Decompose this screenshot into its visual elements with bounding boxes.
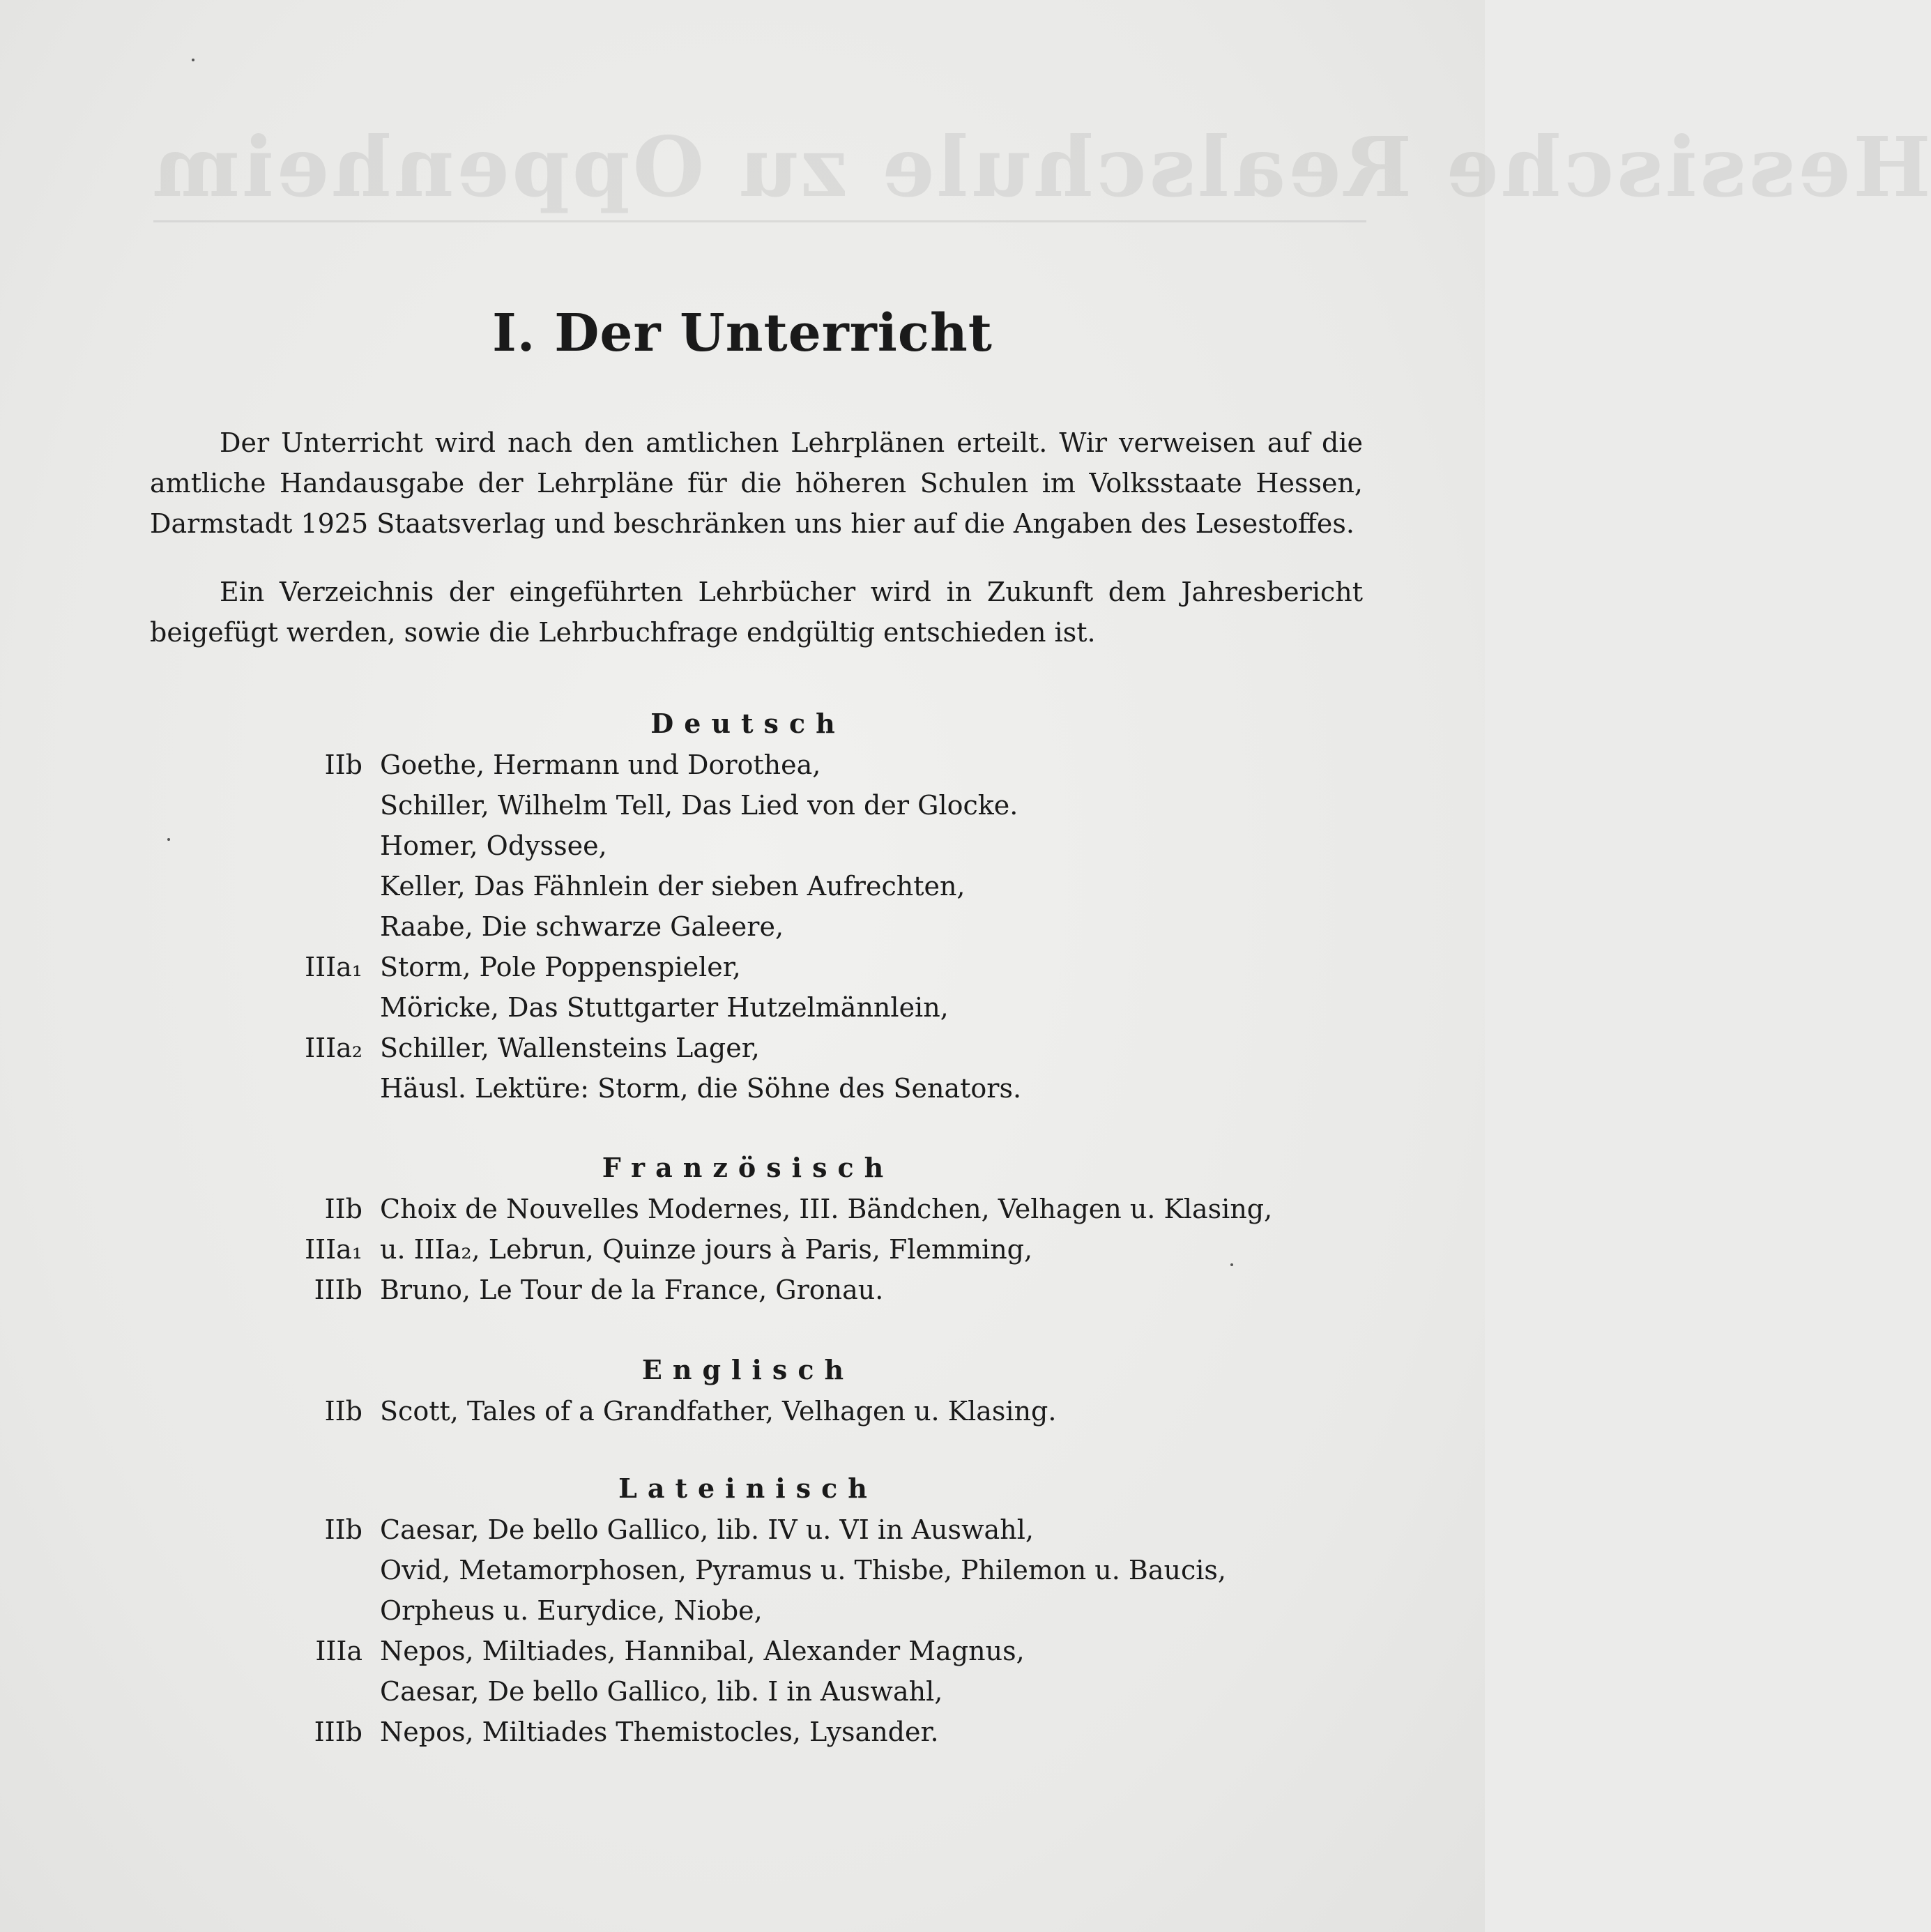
reading-text: Keller, Das Fähnlein der sieben Aufrechten, (380, 871, 966, 902)
reading-row (0, 785, 1485, 826)
grade-label: IIIa₁ (305, 952, 362, 982)
reading-text: Homer, Odyssee, (380, 830, 607, 861)
grade-label: IIb (324, 1396, 362, 1427)
reading-row (0, 745, 1485, 785)
reading-text: Möricke, Das Stuttgarter Hutzelmännlein, (380, 992, 949, 1023)
grade-label: IIb (324, 1514, 362, 1545)
intro-paragraph-1 (150, 423, 1363, 544)
reading-text: Scott, Tales of a Grandfather, Velhagen u. Klasing. (380, 1396, 1057, 1427)
reading-row (0, 1028, 1485, 1068)
reading-text: Häusl. Lektüre: Storm, die Söhne des Senators. (380, 1073, 1022, 1104)
section-franzoesisch (0, 1147, 1485, 1310)
reading-row (0, 1712, 1485, 1752)
section-heading-franzoesisch: Französisch (602, 1152, 894, 1183)
ghost-header-rule (153, 220, 1366, 222)
reading-row (0, 1391, 1485, 1431)
reading-text: Schiller, Wilhelm Tell, Das Lied von der Glocke. (380, 790, 1018, 821)
reading-row (0, 906, 1485, 947)
reading-text: Goethe, Hermann und Dorothea, (380, 750, 821, 780)
reading-text: Nepos, Miltiades, Hannibal, Alexander Magnus, (380, 1636, 1025, 1666)
reading-row (0, 1671, 1485, 1712)
paper-speck (192, 59, 194, 61)
grade-label: IIIb (314, 1275, 362, 1305)
grade-label: IIIa₁ (305, 1234, 362, 1265)
grade-label: IIIb (314, 1717, 362, 1747)
reading-row (0, 866, 1485, 906)
intro-paragraph-2-text: Ein Verzeichnis der eingeführten Lehrbücher wird in Zukunft dem Jahresbericht beigefügt werden, sowie die Lehrbuchfrage endgültig entschieden ist. (150, 577, 1363, 648)
reading-text: Orpheus u. Eurydice, Niobe, (380, 1595, 763, 1626)
section-lateinisch (0, 1468, 1485, 1752)
ghost-header-bleedthrough: Hessische Realschule zu Oppenheim (150, 119, 1931, 215)
reading-text: Choix de Nouvelles Modernes, III. Bändchen, Velhagen u. Klasing, (380, 1194, 1273, 1224)
grade-label: IIIa (315, 1636, 362, 1666)
reading-row (0, 1550, 1485, 1590)
reading-row (0, 1509, 1485, 1550)
reading-text: Storm, Pole Poppenspieler, (380, 952, 741, 982)
section-heading-englisch: Englisch (641, 1354, 855, 1385)
section-englisch (0, 1349, 1485, 1431)
grade-label: IIIa₂ (305, 1033, 362, 1063)
intro-paragraph-1-text: Der Unterricht wird nach den amtlichen Lehrplänen erteilt. Wir verweisen auf die amtliche Handausgabe der Lehrpläne für die höheren Schulen im Volksstaate Hessen, Darmstadt 1925 Staatsverlag und beschränken uns hier auf die Angaben des Lesestoffes. (150, 427, 1363, 539)
intro-paragraph-2 (150, 572, 1363, 653)
reading-row (0, 1229, 1485, 1270)
reading-text: u. IIIa₂, Lebrun, Quinze jours à Paris, Flemming, (380, 1234, 1033, 1265)
reading-row (0, 826, 1485, 866)
section-heading-lateinisch: Lateinisch (618, 1473, 878, 1504)
section-heading-deutsch: Deutsch (650, 708, 846, 739)
paper-speck (1230, 1263, 1233, 1266)
reading-text: Caesar, De bello Gallico, lib. I in Auswahl, (380, 1676, 943, 1707)
grade-label: IIb (324, 1194, 362, 1224)
reading-row (0, 1189, 1485, 1229)
page-title: I. Der Unterricht (492, 303, 993, 363)
paper-speck (167, 838, 170, 841)
reading-text: Schiller, Wallensteins Lager, (380, 1033, 760, 1063)
reading-row (0, 987, 1485, 1028)
reading-row (0, 1590, 1485, 1631)
reading-row (0, 1068, 1485, 1109)
reading-text: Ovid, Metamorphosen, Pyramus u. Thisbe, Philemon u. Baucis, (380, 1555, 1226, 1585)
reading-text: Caesar, De bello Gallico, lib. IV u. VI in Auswahl, (380, 1514, 1034, 1545)
reading-row (0, 1270, 1485, 1310)
reading-text: Raabe, Die schwarze Galeere, (380, 911, 784, 942)
reading-row (0, 1631, 1485, 1671)
reading-text: Bruno, Le Tour de la France, Gronau. (380, 1275, 884, 1305)
section-deutsch (0, 703, 1485, 1109)
reading-row (0, 947, 1485, 987)
grade-label: IIb (324, 750, 362, 780)
reading-text: Nepos, Miltiades Themistocles, Lysander. (380, 1717, 939, 1747)
